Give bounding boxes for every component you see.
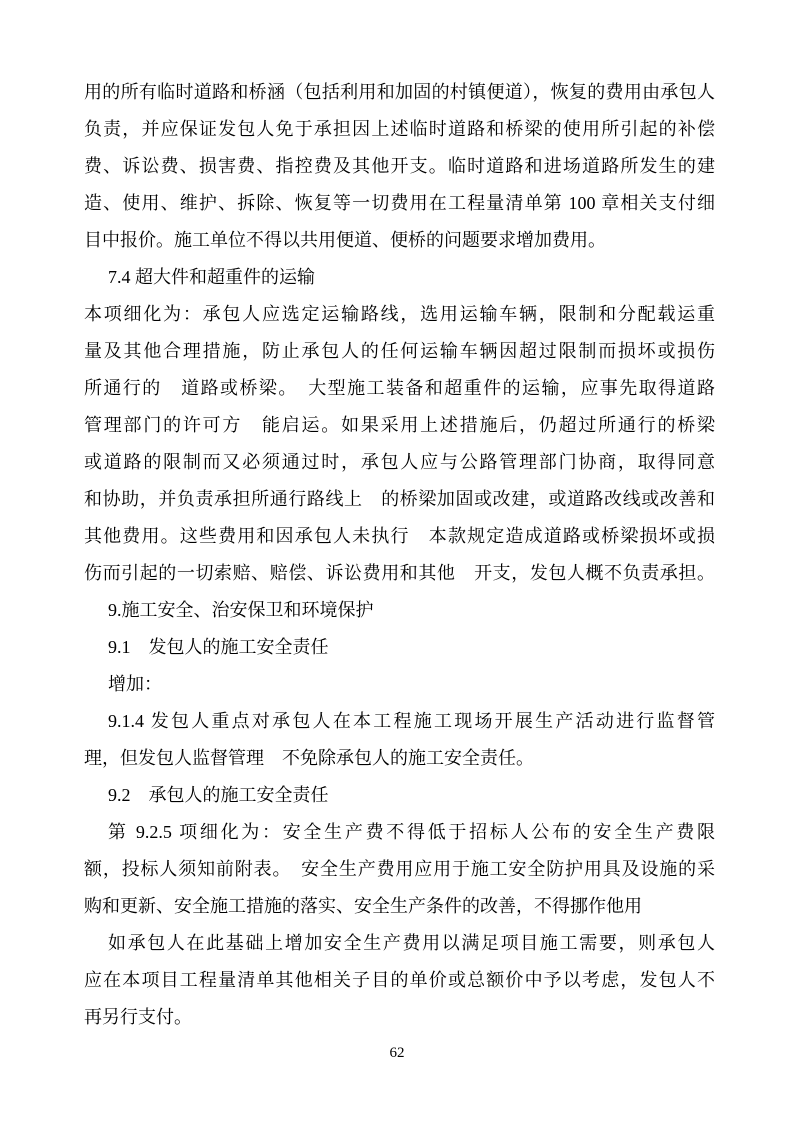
text-line: 量及其他合理措施，防止承包人的任何运输车辆因超过限制而损坏或损伤: [84, 341, 715, 361]
text-line: 负责，并应保证发包人免于承担因上述临时道路和桥梁的使用所引起的补偿: [84, 119, 715, 139]
text-line: 如承包人在此基础上增加安全生产费用以满足项目施工需要，则承包人: [108, 933, 715, 953]
text-line: 伤而引起的一切索赔、赔偿、诉讼费用和其他 开支，发包人概不负责承担。: [84, 563, 715, 583]
text-line: 9.1 发包人的施工安全责任: [108, 637, 329, 657]
page-number: 62: [389, 1045, 405, 1061]
text-line: 本项细化为：承包人应选定运输路线，选用运输车辆，限制和分配载运重: [84, 304, 715, 324]
text-line: 购和更新、安全施工措施的落实、安全生产条件的改善，不得挪作他用: [84, 896, 642, 916]
text-line: 造、使用、维护、拆除、恢复等一切费用在工程量清单第 100 章相关支付细: [84, 193, 715, 213]
text-line: 所通行的 道路或桥梁。 大型施工装备和超重件的运输，应事先取得道路: [84, 378, 715, 398]
text-line: 应在本项目工程量清单其他相关子目的单价或总额价中予以考虑，发包人不: [84, 970, 715, 990]
text-line: 或道路的限制而又必须通过时，承包人应与公路管理部门协商，取得同意: [84, 452, 715, 472]
text-line: 和协助，并负责承担所通行路线上 的桥梁加固或改建，或道路改线或改善和: [84, 489, 715, 509]
text-line: 再另行支付。: [84, 1007, 192, 1027]
text-line: 增加：: [108, 674, 162, 694]
text-line: 额，投标人须知前附表。 安全生产费用应用于施工安全防护用具及设施的采: [84, 859, 715, 879]
text-line: 9.施工安全、治安保卫和环境保护: [108, 600, 374, 620]
text-line: 用的所有临时道路和桥涵（包括利用和加固的村镇便道），恢复的费用由承包人: [84, 82, 715, 102]
text-line: 其他费用。这些费用和因承包人未执行 本款规定造成道路或桥梁损坏或损: [84, 526, 715, 546]
document-text: [84, 74, 715, 1036]
text-line: 管理部门的许可方 能启运。如果采用上述措施后，仍超过所通行的桥梁: [84, 415, 715, 435]
text-line: 9.2 承包人的施工安全责任: [108, 785, 329, 805]
text-line: 目中报价。施工单位不得以共用便道、便桥的问题要求增加费用。: [84, 230, 606, 250]
text-line: 7.4 超大件和超重件的运输: [108, 267, 315, 287]
text-line: 第 9.2.5 项细化为：安全生产费不得低于招标人公布的安全生产费限: [108, 822, 715, 842]
text-line: 9.1.4 发包人重点对承包人在本工程施工现场开展生产活动进行监督管: [108, 711, 715, 731]
text-line: 理，但发包人监督管理 不免除承包人的施工安全责任。: [84, 748, 534, 768]
text-line: 费、诉讼费、损害费、指控费及其他开支。临时道路和进场道路所发生的建: [84, 156, 715, 176]
